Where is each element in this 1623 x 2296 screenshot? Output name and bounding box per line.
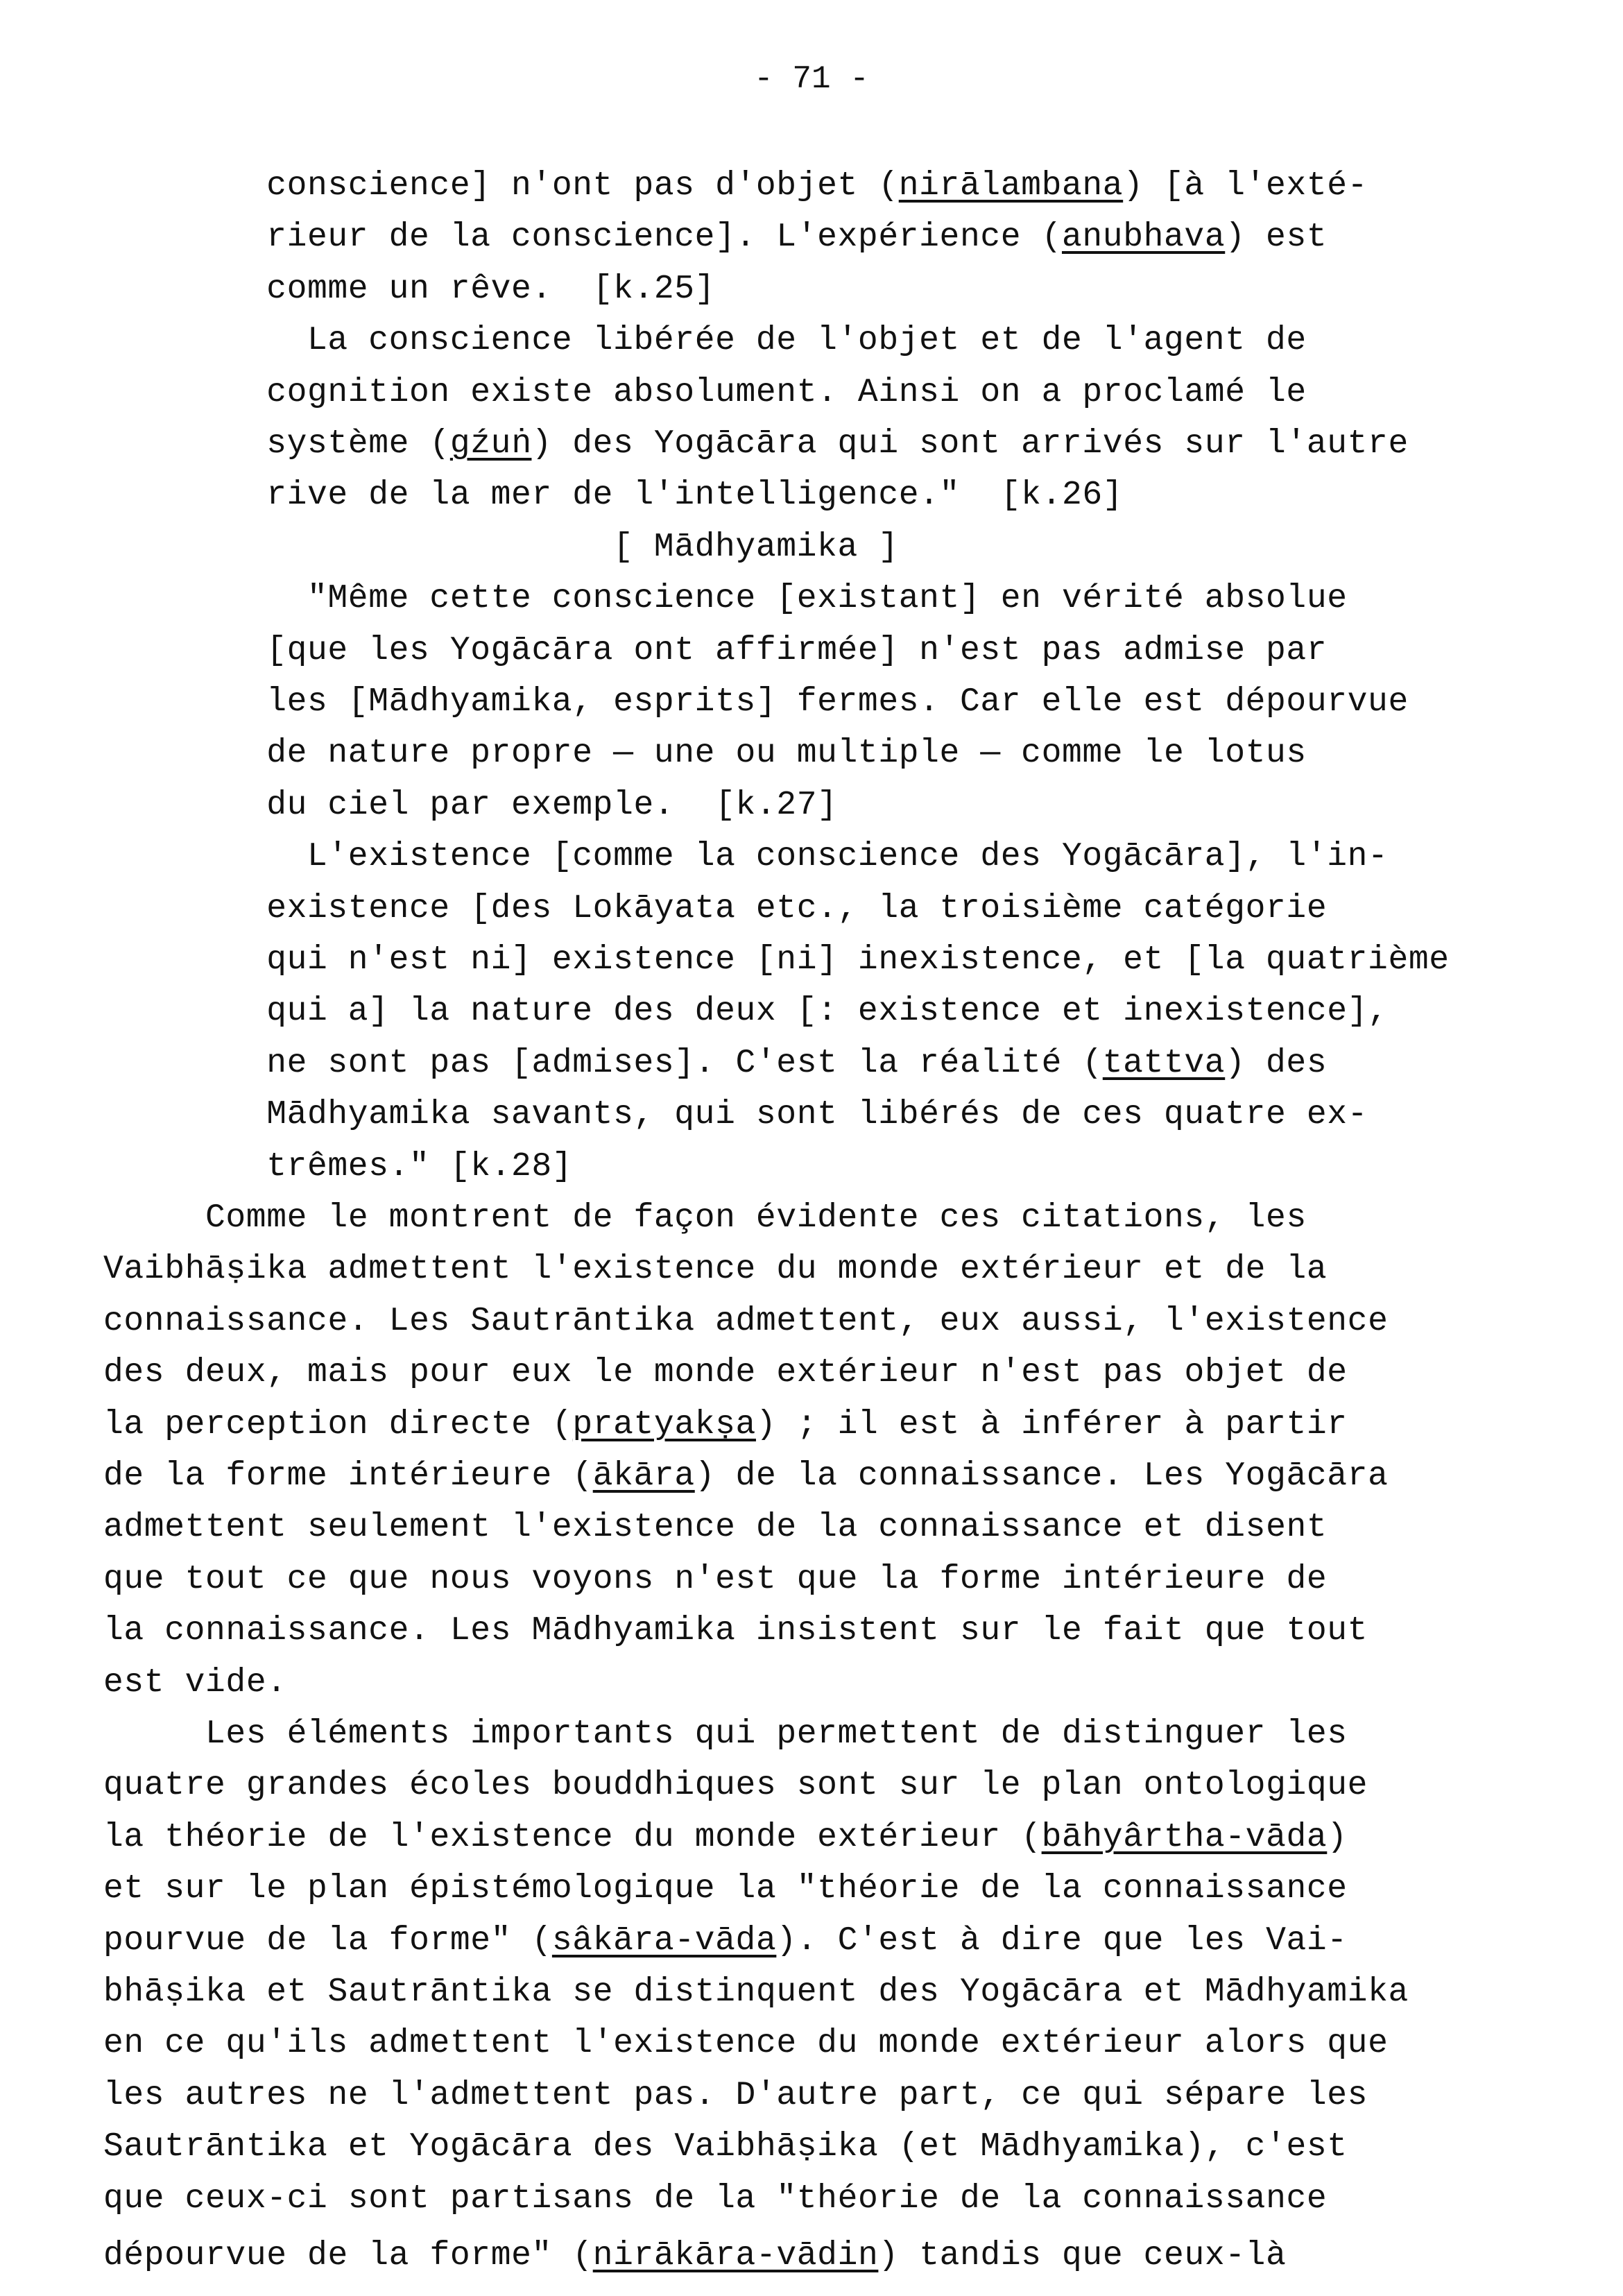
text-line — [103, 1868, 1348, 1910]
text-segment: les autres ne l'admettent pas. D'autre part, ce qui sépare les — [103, 2076, 1368, 2114]
text-line — [266, 1094, 1368, 1136]
text-segment: qui a] la nature des deux [: existence et inexistence], — [266, 993, 1389, 1031]
text-line — [103, 1507, 1327, 1548]
text-line — [103, 1249, 1327, 1290]
text-line — [307, 320, 1307, 361]
text-segment: la connaissance. Les Mādhyamika insistent sur le fait que tout — [103, 1612, 1368, 1650]
text-segment: bhāṣika et Sautrāntika se distinquent des Yogācāra et Mādhyamika — [103, 1973, 1409, 2011]
text-line — [103, 1920, 1348, 1962]
text-line — [103, 1765, 1368, 1806]
text-line — [103, 1559, 1327, 1600]
text-segment: les [Mādhyamika, esprits] fermes. Car elle est dépourvue — [266, 683, 1409, 721]
text-segment: pourvue de la forme" ( — [103, 1921, 552, 1960]
text-segment: Vaibhāṣika admettent l'existence du monde extérieur et de la — [103, 1251, 1328, 1289]
text-segment: des deux, mais pour eux le monde extérieur n'est pas objet de — [103, 1354, 1348, 1392]
text-segment: ) des Yogācāra qui sont arrivés sur l'autre — [531, 425, 1409, 463]
text-segment: La conscience libérée de l'objet et de l'agent de — [307, 322, 1307, 360]
text-line — [103, 2235, 1286, 2277]
text-segment: la théorie de l'existence du monde extérieur ( — [103, 1818, 1042, 1856]
text-segment: [ Mādhyamika ] — [613, 528, 899, 566]
underlined-term: sâkāra-vāda — [551, 1921, 777, 1960]
text-line — [266, 165, 1368, 207]
text-line — [266, 630, 1327, 671]
text-segment: ) [à l'exté- — [1123, 167, 1368, 205]
text-segment: que tout ce que nous voyons n'est que la forme intérieure de — [103, 1560, 1328, 1598]
text-segment: et sur le plan épistémologique la "théorie de la connaissance — [103, 1870, 1348, 1908]
text-line — [266, 991, 1388, 1032]
text-segment: en ce qu'ils admettent l'existence du monde extérieur alors que — [103, 2025, 1389, 2063]
text-segment: L'existence [comme la conscience des Yogācāra], l'in- — [307, 838, 1389, 876]
underlined-term: nirākāra-vādin — [592, 2237, 879, 2274]
text-segment: ) est — [1225, 219, 1328, 257]
text-segment: ne sont pas [admises]. C'est la réalité ( — [266, 1044, 1103, 1082]
text-line — [103, 1455, 1389, 1497]
text-line — [205, 1713, 1348, 1755]
text-line — [307, 836, 1388, 877]
underlined-term: bāhyârtha-vāda — [1041, 1818, 1328, 1856]
text-segment: [que les Yogācāra ont affirmée] n'est pas admise par — [266, 631, 1328, 669]
text-line — [266, 681, 1409, 723]
text-segment: Sautrāntika et Yogācāra des Vaibhāṣika (et Mādhyamika), c'est — [103, 2128, 1348, 2166]
text-line — [266, 423, 1409, 465]
text-line — [266, 1043, 1327, 1084]
text-segment: existence [des Lokāyata etc., la troisième catégorie — [266, 889, 1328, 927]
text-line — [266, 216, 1327, 258]
text-line — [103, 1610, 1368, 1652]
text-line — [103, 1301, 1389, 1342]
text-segment: trêmes." [k.28] — [266, 1147, 573, 1185]
text-line — [266, 888, 1327, 929]
text-segment: ) ; il est à inférer à partir — [755, 1405, 1348, 1443]
text-segment: dépourvue de la forme" ( — [103, 2237, 593, 2274]
text-segment: rieur de la conscience]. L'expérience ( — [266, 219, 1062, 257]
text-line — [266, 785, 837, 826]
text-segment: ) — [1327, 1818, 1348, 1856]
text-segment: ) des — [1225, 1044, 1328, 1082]
text-line — [103, 1662, 287, 1704]
text-line — [205, 1197, 1307, 1239]
text-segment: ) de la connaissance. Les Yogācāra — [694, 1457, 1389, 1495]
text-segment: Comme le montrent de façon évidente ces citations, les — [205, 1199, 1307, 1237]
text-segment: système ( — [266, 425, 450, 463]
text-line — [103, 2023, 1389, 2064]
text-segment: quatre grandes écoles bouddhiques sont sur le plan ontologique — [103, 1767, 1368, 1805]
text-segment: la perception directe ( — [103, 1405, 573, 1443]
underlined-term: tattva — [1102, 1044, 1226, 1082]
text-line — [103, 1404, 1348, 1446]
text-segment: qui n'est ni] existence [ni] inexistence, et [la quatrième — [266, 941, 1450, 979]
underlined-term: gźuṅ — [449, 425, 532, 463]
text-segment: ). C'est à dire que les Vai- — [776, 1921, 1348, 1960]
text-line — [103, 2126, 1348, 2168]
text-segment: rive de la mer de l'intelligence." [k.26] — [266, 477, 1124, 515]
text-line — [266, 372, 1307, 413]
text-line — [266, 268, 715, 310]
text-segment: du ciel par exemple. [k.27] — [266, 786, 838, 824]
text-segment: "Même cette conscience [existant] en vérité absolue — [307, 580, 1348, 618]
text-line — [307, 578, 1348, 619]
text-line — [266, 474, 1123, 516]
underlined-term: pratyakṣa — [572, 1405, 756, 1443]
text-segment: conscience] n'ont pas d'objet ( — [266, 167, 899, 205]
underlined-term: ākāra — [592, 1457, 695, 1495]
text-segment: de nature propre — une ou multiple — comme le lotus — [266, 735, 1307, 773]
text-segment: Mādhyamika savants, qui sont libérés de ces quatre ex- — [266, 1096, 1368, 1134]
text-segment: est vide. — [103, 1663, 287, 1702]
text-segment: que ceux-ci sont partisans de la "théorie de la connaissance — [103, 2179, 1328, 2218]
text-line — [613, 526, 899, 568]
text-segment: de la forme intérieure ( — [103, 1457, 593, 1495]
text-segment: comme un rêve. [k.25] — [266, 270, 716, 308]
text-line — [103, 2178, 1327, 2220]
text-line — [103, 1817, 1348, 1858]
underlined-term: nirālambana — [898, 167, 1124, 205]
text-segment: admettent seulement l'existence de la connaissance et disent — [103, 1509, 1328, 1547]
text-line — [266, 1146, 572, 1188]
page-number: - 71 - — [754, 61, 869, 97]
text-segment: cognition existe absolument. Ainsi on a proclamé le — [266, 373, 1307, 411]
text-line — [266, 733, 1307, 774]
text-line — [103, 2075, 1368, 2116]
text-line — [266, 939, 1449, 981]
text-line — [103, 1971, 1409, 2013]
text-segment: Les éléments importants qui permettent de distinguer les — [205, 1715, 1348, 1753]
text-segment: ) tandis que ceux-là — [878, 2237, 1287, 2274]
text-line — [103, 1352, 1348, 1394]
text-segment: connaissance. Les Sautrāntika admettent, eux aussi, l'existence — [103, 1302, 1389, 1340]
underlined-term: anubhava — [1061, 219, 1226, 257]
